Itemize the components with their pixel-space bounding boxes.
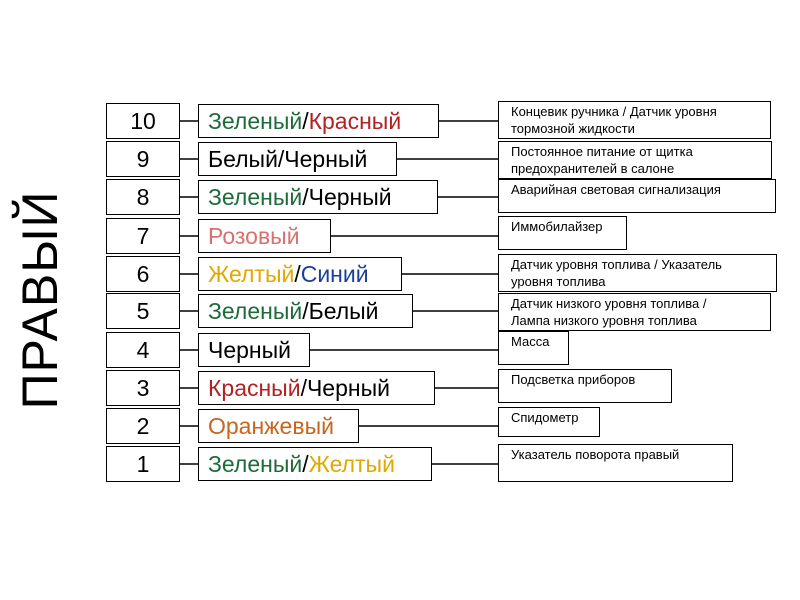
function-text-line: Постоянное питание от щитка <box>511 144 693 159</box>
wire-color-label <box>198 219 331 253</box>
wire-color-segment: Зеленый <box>208 107 303 134</box>
wire-color-segment: Оранжевый <box>208 412 334 439</box>
wire-color-label <box>198 409 359 443</box>
function-text-line: Масса <box>511 334 550 349</box>
wire-color-label <box>198 257 402 291</box>
wire-color-segment: Синий <box>300 260 369 287</box>
wire-color-segment: Зеленый <box>208 183 303 210</box>
wire-color-label <box>198 142 397 176</box>
function-text-line: Спидометр <box>511 410 579 425</box>
wire-color-label <box>198 447 432 481</box>
wire-color-segment: Розовый <box>208 222 300 249</box>
pin-number: 2 <box>106 408 180 444</box>
function-text-line: Подсветка приборов <box>511 372 636 387</box>
pin-number: 4 <box>106 332 180 368</box>
wire-color-segment: Черный <box>208 336 291 363</box>
function-text-line: тормозной жидкости <box>511 121 635 136</box>
wire-color-label <box>198 104 439 138</box>
wire-color-segment: Зеленый <box>208 297 303 324</box>
function-description <box>498 293 771 331</box>
wire-color-label <box>198 371 435 405</box>
function-text-line: предохранителей в салоне <box>511 161 675 176</box>
function-text-line: Датчик уровня топлива / Указатель <box>511 257 722 272</box>
function-description <box>498 254 777 292</box>
wire-color-segment: /Белый <box>302 297 379 324</box>
function-description <box>498 141 772 179</box>
pin-number: 5 <box>106 293 180 329</box>
wire-color-segment: / <box>302 450 309 477</box>
wire-color-segment: Красный <box>208 374 301 401</box>
function-text-line: Концевик ручника / Датчик уровня <box>511 104 717 119</box>
wire-color-segment: Желтый <box>208 260 295 287</box>
pin-number: 3 <box>106 370 180 406</box>
pin-number: 10 <box>106 103 180 139</box>
pin-number: 7 <box>106 218 180 254</box>
function-text-line: Аварийная световая сигнализация <box>511 182 721 197</box>
function-description <box>498 407 600 437</box>
function-text-line: Лампа низкого уровня топлива <box>511 313 697 328</box>
function-description <box>498 101 771 139</box>
wire-color-segment: /Черный <box>302 183 392 210</box>
pin-number: 6 <box>106 256 180 292</box>
function-description <box>498 216 627 250</box>
wire-color-segment: Желтый <box>308 450 395 477</box>
pin-number: 8 <box>106 179 180 215</box>
wire-color-segment: Зеленый <box>208 450 303 477</box>
function-text-line: Указатель поворота правый <box>511 447 680 462</box>
function-description <box>498 444 733 482</box>
wire-color-segment: /Черный <box>300 374 390 401</box>
function-description <box>498 179 776 213</box>
wire-color-segment: / <box>294 260 301 287</box>
wire-color-segment: / <box>302 107 309 134</box>
side-label: ПРАВЫЙ <box>12 190 68 410</box>
pin-number: 9 <box>106 141 180 177</box>
wire-color-segment: Красный <box>308 107 402 134</box>
wire-color-label <box>198 333 310 367</box>
function-text-line: Датчик низкого уровня топлива / <box>511 296 707 311</box>
function-text-line: Иммобилайзер <box>511 219 603 234</box>
function-description <box>498 369 672 403</box>
function-text-line: уровня топлива <box>511 274 606 289</box>
wire-color-label <box>198 180 438 214</box>
wire-color-segment: Белый/Черный <box>208 145 368 172</box>
function-description <box>498 331 569 365</box>
pin-number: 1 <box>106 446 180 482</box>
wire-color-label <box>198 294 413 328</box>
